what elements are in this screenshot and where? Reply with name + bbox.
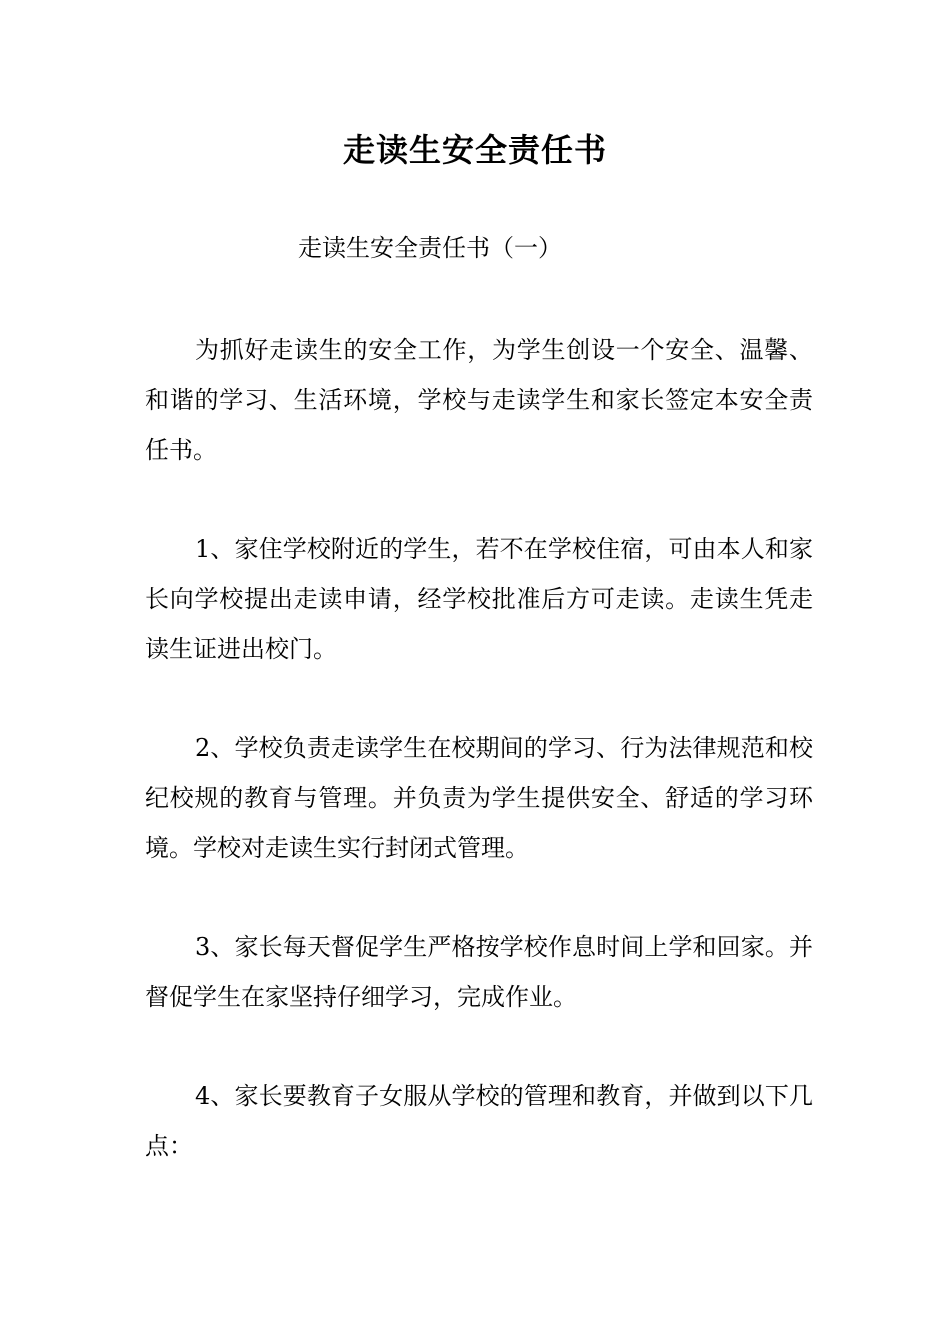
paragraph-item-4: 4、家长要教育子女服从学校的管理和教育，并做到以下几点： <box>145 1082 813 1160</box>
document-subtitle: 走读生安全责任书（一） <box>298 234 562 262</box>
document-title: 走读生安全责任书 <box>342 131 607 169</box>
paragraph-item-3: 3、家长每天督促学生严格按学校作息时间上学和回家。并督促学生在家坚持仔细学习，完成作业。 <box>145 933 813 1011</box>
paragraph-intro: 为抓好走读生的安全工作，为学生创设一个安全、温馨、和谐的学习、生活环境，学校与走读学生和家长签定本安全责任书。 <box>145 336 813 464</box>
paragraph-item-1: 1、家住学校附近的学生，若不在学校住宿，可由本人和家长向学校提出走读申请，经学校批准后方可走读。走读生凭走读生证进出校门。 <box>145 535 813 663</box>
paragraph-item-2: 2、学校负责走读学生在校期间的学习、行为法律规范和校纪校规的教育与管理。并负责为学生提供安全、舒适的学习环境。学校对走读生实行封闭式管理。 <box>145 734 813 862</box>
